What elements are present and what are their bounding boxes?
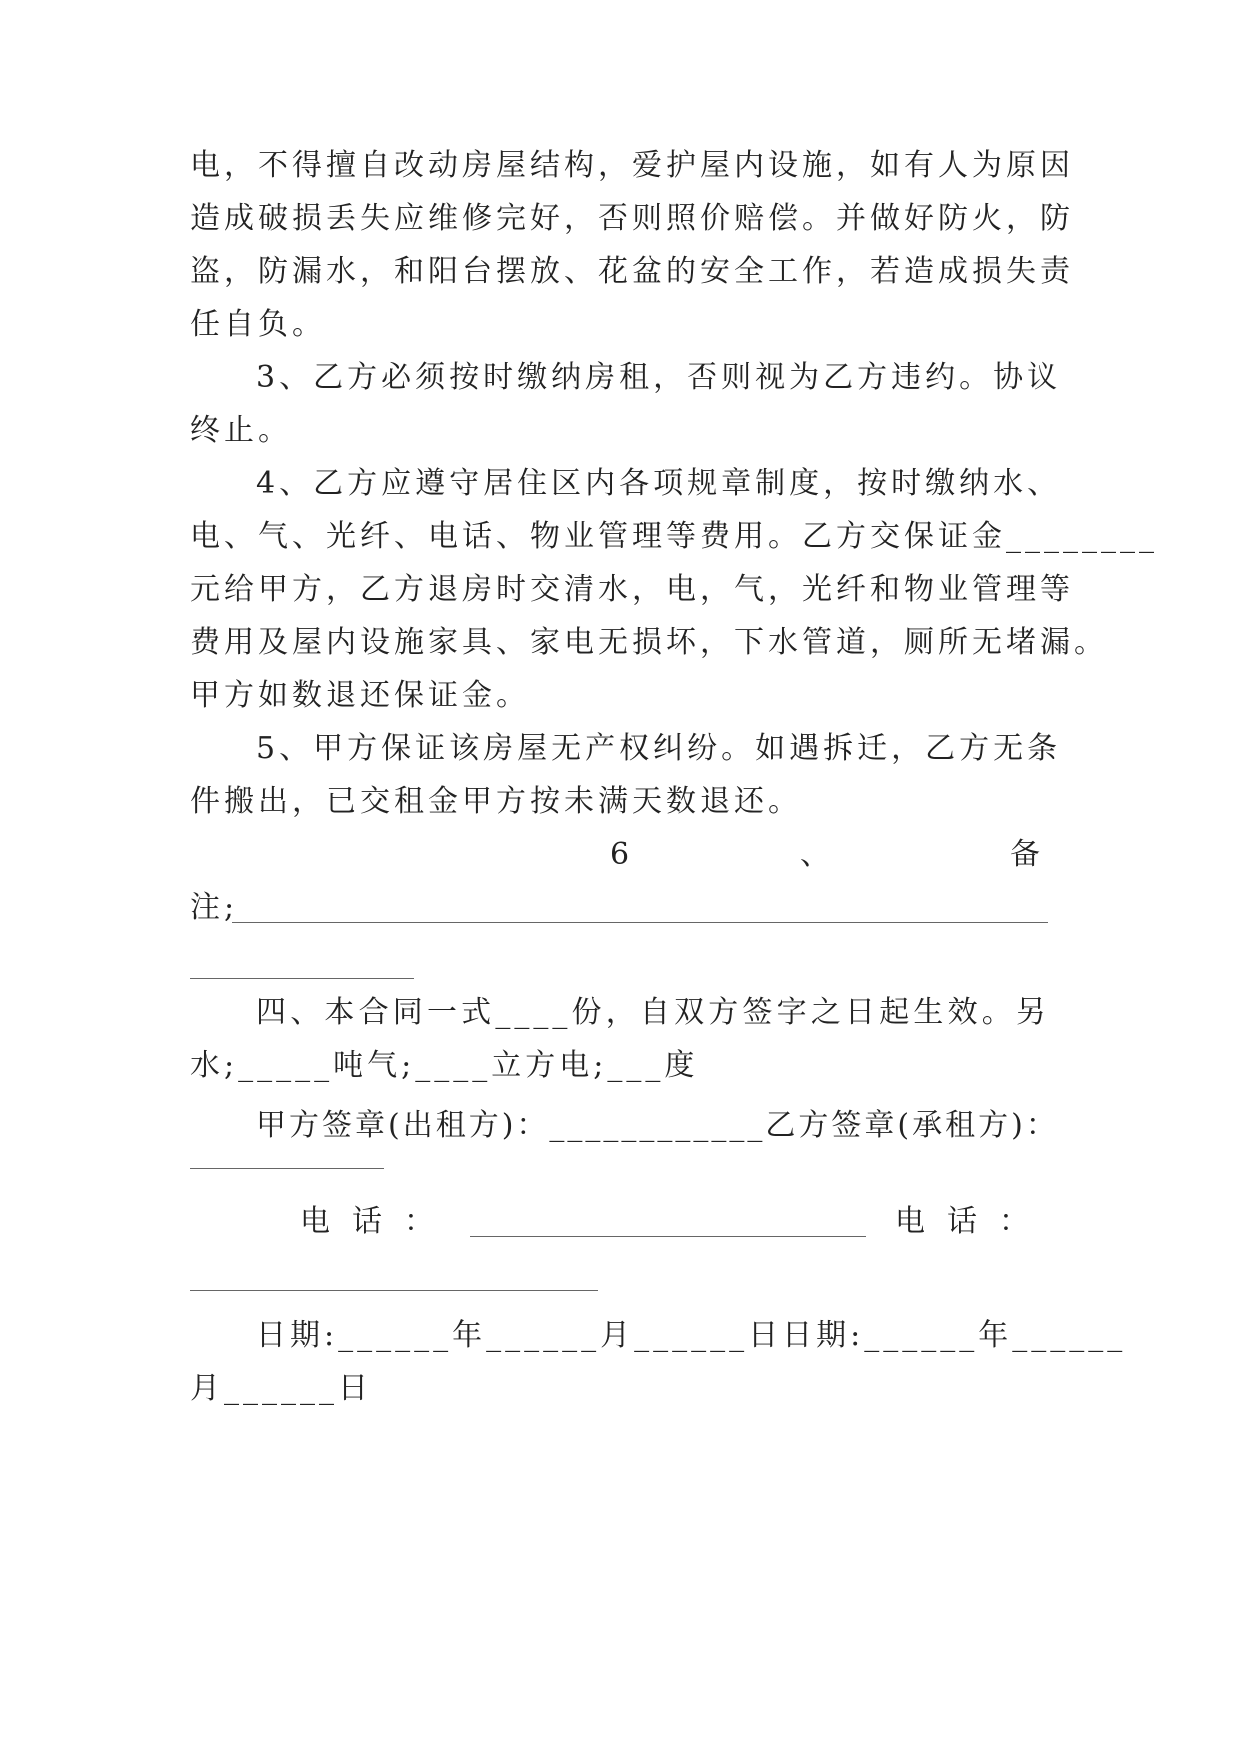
text-line: 终止。	[190, 413, 292, 448]
text-line: 元给甲方，乙方退房时交清水，电，气，光纤和物业管理等	[190, 572, 1074, 607]
text-line: 件搬出，已交租金甲方按未满天数退还。	[190, 784, 802, 819]
phone-label-party-b: 电话：	[895, 1204, 1051, 1239]
phone-underline-b	[190, 1290, 598, 1291]
phone-label-party-a: 电话：	[300, 1204, 456, 1239]
remark-underline	[232, 922, 1048, 923]
remark-underline-2	[190, 978, 414, 979]
clause-4: 4、乙方应遵守居住区内各项规章制度，按时缴纳水、	[256, 466, 1062, 501]
text-line: 费用及屋内设施家具、家电无损坏，下水管道，厕所无堵漏。	[190, 625, 1108, 660]
meter-readings: 水;_____吨气;____立方电;___度	[190, 1048, 699, 1083]
text-line: 造成破损丢失应维修完好，否则照价赔偿。并做好防火，防	[190, 201, 1074, 236]
date-line: 日期:______年______月______日日期:______年______	[256, 1318, 1127, 1353]
date-line-2: 月______日	[190, 1371, 372, 1406]
text-line: 甲方如数退还保证金。	[190, 678, 530, 713]
deposit-line: 电、气、光纤、电话、物业管理等费用。乙方交保证金________	[190, 519, 1158, 554]
remark-label: 注;	[190, 890, 239, 925]
clause-four: 四、本合同一式____份，自双方签字之日起生效。另	[256, 995, 1050, 1030]
text-line: 电，不得擅自改动房屋结构，爱护屋内设施，如有人为原因	[190, 148, 1074, 183]
remark-word: 备	[1010, 837, 1044, 872]
text-line: 任自负。	[190, 307, 326, 342]
phone-underline-a	[470, 1236, 866, 1237]
clause-3: 3、乙方必须按时缴纳房租，否则视为乙方违约。协议	[256, 360, 1062, 395]
remark-number: 6	[610, 837, 634, 872]
clause-5: 5、甲方保证该房屋无产权纠纷。如遇拆迁，乙方无条	[256, 731, 1062, 766]
text-line: 盗，防漏水，和阳台摆放、花盆的安全工作，若造成损失责	[190, 254, 1074, 289]
signature-line: 甲方签章(出租方)：____________乙方签章(承租方)：	[256, 1108, 1059, 1143]
signature-underline	[190, 1168, 384, 1169]
remark-separator: 、	[800, 837, 834, 872]
